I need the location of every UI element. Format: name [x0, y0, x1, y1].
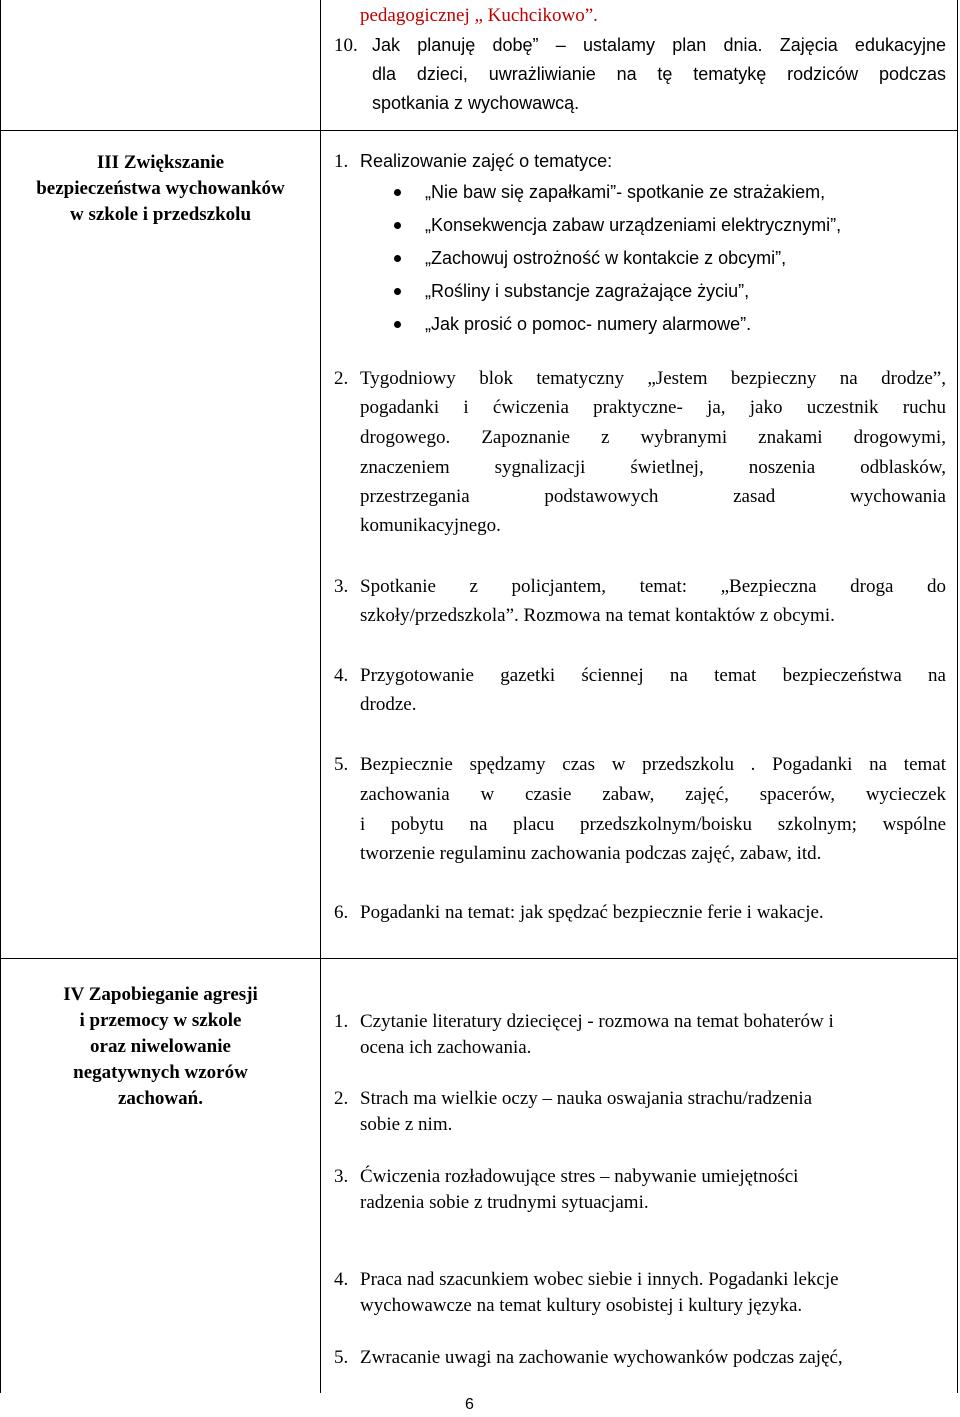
item-text: pogadanki i ćwiczenia praktyczne- ja, jako uczestnik ruchu [360, 397, 946, 418]
section-title-line: IV Zapobieganie agresji [63, 984, 258, 1005]
item-number: 1. [334, 1011, 349, 1032]
item-text: Praca nad szacunkiem wobec siebie i innych. Pogadanki lekcje [360, 1269, 839, 1290]
section-title-line: negatywnych wzorów [73, 1062, 248, 1083]
item-text: ocena ich zachowania. [360, 1037, 532, 1058]
item-text: Pogadanki na temat: jak spędzać bezpiecznie ferie i wakacje. [360, 902, 824, 923]
item-text: Bezpiecznie spędzamy czas w przedszkolu . Pogadanki na temat [360, 754, 946, 775]
bullet-icon [394, 222, 401, 229]
item-text: drodze. [360, 694, 417, 715]
item-text: tworzenie regulaminu zachowania podczas zajęć, zabaw, itd. [360, 843, 822, 864]
item-number: 1. [334, 151, 349, 172]
item-text: Zwracanie uwagi na zachowanie wychowanków podczas zajęć, [360, 1347, 843, 1368]
item-number: 4. [334, 1269, 349, 1290]
bullet-text: „Konsekwencja zabaw urządzeniami elektrycznymi”, [425, 215, 842, 235]
bullet-icon [394, 321, 401, 328]
table-border-right [957, 0, 958, 1393]
item-number: 5. [334, 1347, 349, 1368]
table-column-divider [320, 0, 321, 1393]
item-text: drogowego. Zapoznanie z wybranymi znakami drogowymi, [360, 427, 946, 448]
item-text: Przygotowanie gazetki ściennej na temat bezpieczeństwa na [360, 665, 946, 686]
item-text: Tygodniowy blok tematyczny „Jestem bezpieczny na drodze”, [360, 368, 946, 389]
item-text: szkoły/przedszkola”. Rozmowa na temat kontaktów z obcymi. [360, 605, 835, 626]
item-text: wychowawcze na temat kultury osobistej i kultury języka. [360, 1295, 803, 1316]
item-text: Spotkanie z policjantem, temat: „Bezpieczna droga do [360, 576, 946, 597]
section-title-line: zachowań. [118, 1088, 203, 1109]
item-text: znaczeniem sygnalizacji świetlnej, noszenia odblasków, [360, 457, 946, 478]
item-text: Czytanie literatury dziecięcej - rozmowa na temat bohaterów i [360, 1011, 834, 1032]
item-text: Ćwiczenia rozładowujące stres – nabywanie umiejętności [360, 1166, 799, 1187]
item-text: przestrzegania podstawowych zasad wychowania [360, 486, 946, 507]
bullet-text: „Rośliny i substancje zagrażające życiu”, [425, 281, 750, 301]
item-text: radzenia sobie z trudnymi sytuacjami. [360, 1192, 649, 1213]
item-text: Jak planuję dobę” – ustalamy plan dnia. Zajęcia edukacyjne [372, 35, 946, 55]
item-text: zachowania w czasie zabaw, zajęć, spacerów, wycieczek [360, 784, 946, 805]
section-title-line: i przemocy w szkole [79, 1010, 242, 1031]
item-text: komunikacyjnego. [360, 515, 501, 536]
continuation-text: pedagogicznej „ Kuchcikowo”. [360, 5, 598, 26]
item-number: 2. [334, 368, 349, 389]
item-number: 3. [334, 1166, 349, 1187]
row-divider [0, 130, 958, 131]
bullet-icon [394, 288, 401, 295]
item-text: spotkania z wychowawcą. [372, 93, 580, 113]
item-number: 4. [334, 665, 349, 686]
item-number: 5. [334, 754, 349, 775]
section-title-line: bezpieczeństwa wychowanków [36, 178, 285, 199]
item-text: Realizowanie zajęć o tematyce: [360, 151, 613, 171]
section-title-3 [1, 150, 320, 228]
bullet-text: „Jak prosić o pomoc- numery alarmowe”. [425, 314, 752, 334]
section-title-line: w szkole i przedszkolu [69, 204, 252, 225]
item-text: Strach ma wielkie oczy – nauka oswajania strachu/radzenia [360, 1088, 813, 1109]
section-title-4 [1, 982, 320, 1112]
bullet-icon [394, 255, 401, 262]
item-text: sobie z nim. [360, 1114, 453, 1135]
row-divider [0, 958, 958, 959]
item-number: 10. [334, 35, 358, 56]
item-number: 2. [334, 1088, 349, 1109]
section-title-line: oraz niwelowanie [90, 1036, 231, 1057]
bullet-text: „Zachowuj ostrożność w kontakcie z obcymi”, [425, 248, 787, 268]
bullet-icon [394, 189, 401, 196]
item-number: 3. [334, 576, 349, 597]
page-number: 6 [465, 1396, 474, 1413]
item-text: i pobytu na placu przedszkolnym/boisku szkolnym; wspólne [360, 814, 946, 835]
section-title-line: III Zwiększanie [96, 152, 225, 173]
item-text: dla dzieci, uwrażliwianie na tę tematykę rodziców podczas [372, 64, 946, 84]
bullet-text: „Nie baw się zapałkami”- spotkanie ze strażakiem, [425, 182, 826, 202]
item-number: 6. [334, 902, 349, 923]
